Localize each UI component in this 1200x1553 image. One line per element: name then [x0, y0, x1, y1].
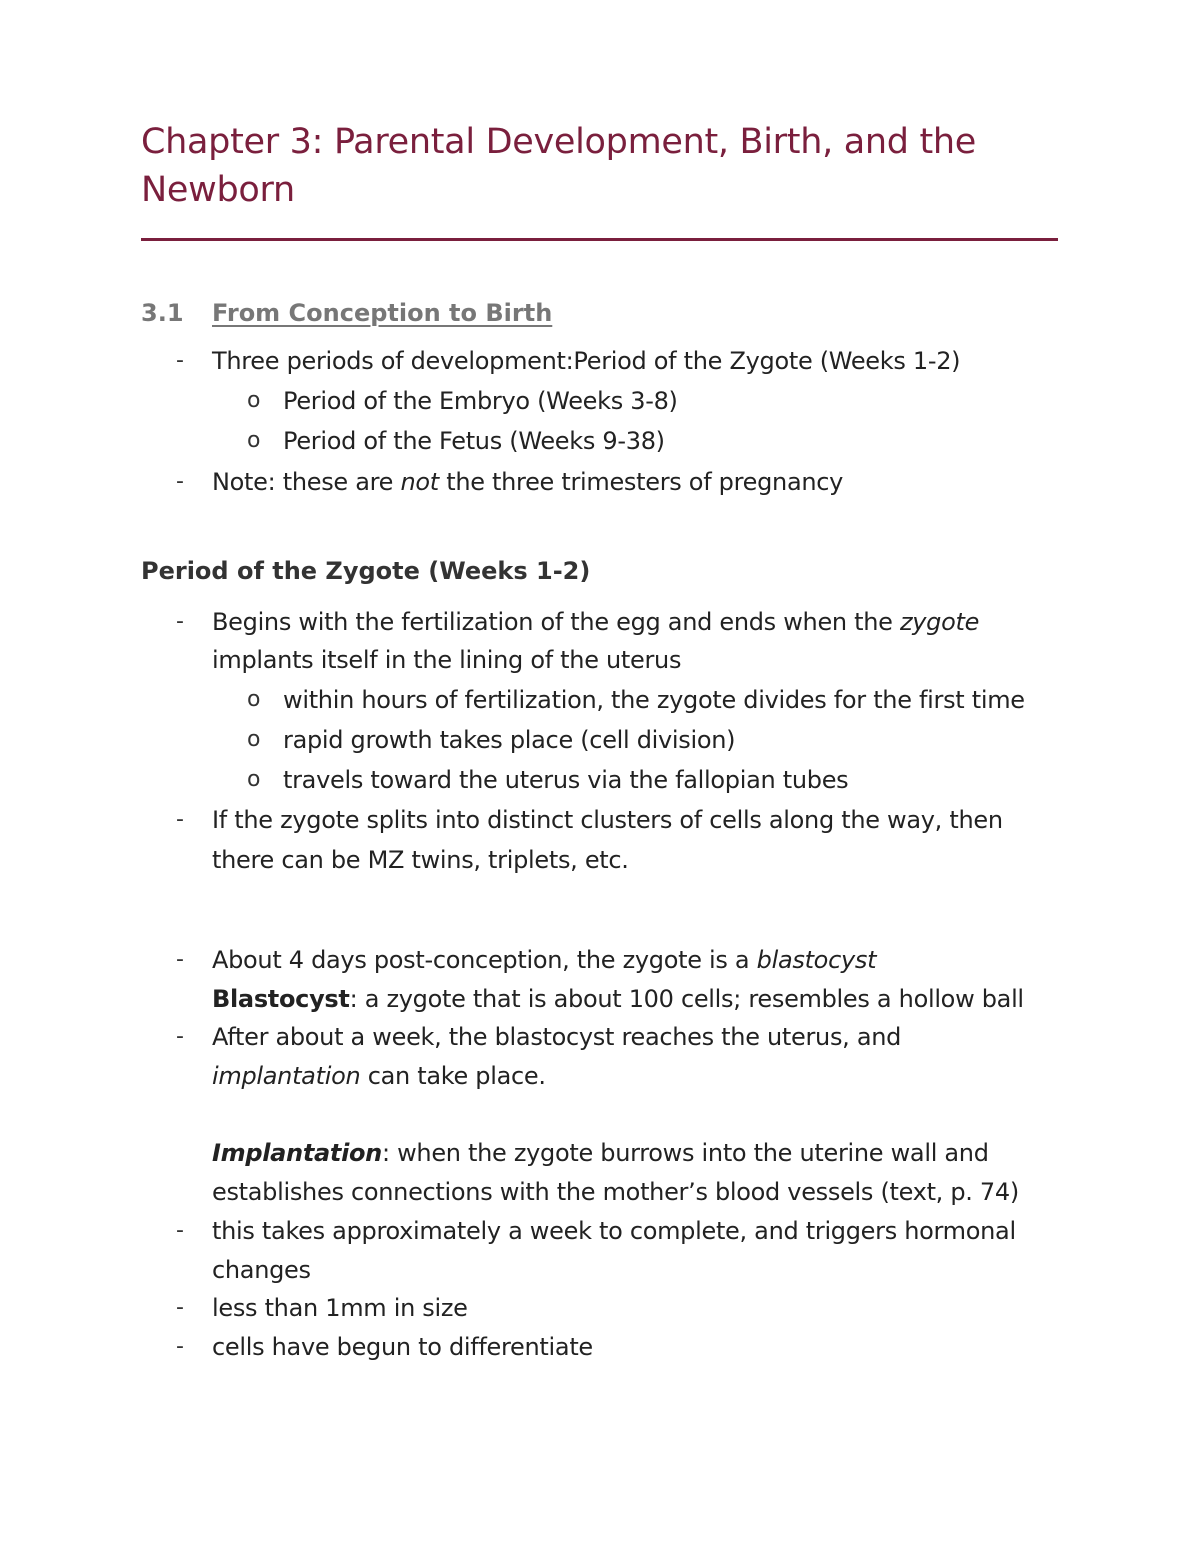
list-item-begins	[212, 607, 979, 637]
zygote-term: zygote	[899, 608, 980, 636]
section-number: 3.1	[141, 299, 184, 327]
definition-text: : a zygote that is about 100 cells; resembles a hollow ball	[349, 985, 1024, 1013]
list-item: this takes approximately a week to complete, and triggers hormonal	[212, 1217, 1016, 1245]
blastocyst-term: blastocyst	[756, 946, 877, 974]
list-item: Three periods of development:Period of the Zygote (Weeks 1-2)	[212, 347, 961, 375]
list-dash: -	[176, 348, 184, 373]
list-item: cells have begun to differentiate	[212, 1333, 593, 1361]
definition-blastocyst	[212, 984, 1024, 1014]
definition-text: : when the zygote burrows into the uterine wall and	[381, 1139, 989, 1167]
sublist-item: Period of the Embryo (Weeks 3-8)	[283, 387, 678, 415]
definition-continuation: establishes connections with the mother’s blood vessels (text, p. 74)	[212, 1178, 1019, 1206]
list-dash: -	[176, 609, 184, 634]
sublist-item: Period of the Fetus (Weeks 9-38)	[283, 427, 665, 455]
list-dash: -	[176, 807, 184, 832]
list-item-continuation	[212, 1061, 546, 1091]
sublist-item: travels toward the uterus via the fallopian tubes	[283, 766, 849, 794]
list-dash: -	[176, 469, 184, 494]
chapter-title: Chapter 3: Parental Development, Birth, and the Newborn	[141, 122, 977, 210]
list-dash: -	[176, 1218, 184, 1243]
definition-term: Blastocyst	[212, 985, 350, 1013]
sublist-item: rapid growth takes place (cell division)	[283, 726, 736, 754]
sublist-bullet: o	[247, 767, 261, 792]
sublist-bullet: o	[247, 388, 261, 413]
sublist-bullet: o	[247, 727, 261, 752]
section-title: From Conception to Birth	[212, 299, 553, 327]
begins-text: Begins with the fertilization of the egg and ends when the	[212, 608, 900, 636]
list-dash: -	[176, 1024, 184, 1049]
list-item: If the zygote splits into distinct clusters of cells along the way, then	[212, 806, 1003, 834]
note-text-a: Note: these are	[212, 468, 401, 496]
about-text: About 4 days post-conception, the zygote is a	[212, 946, 757, 974]
sublist-bullet: o	[247, 687, 261, 712]
list-item-continuation: there can be MZ twins, triplets, etc.	[212, 846, 629, 874]
implantation-term: implantation	[212, 1062, 361, 1090]
after-text: can take place.	[360, 1062, 546, 1090]
definition-implantation	[212, 1138, 989, 1168]
note-emphasis: not	[400, 468, 439, 496]
list-item: After about a week, the blastocyst reaches the uterus, and	[212, 1023, 902, 1051]
sublist-item: within hours of fertilization, the zygote divides for the first time	[283, 686, 1025, 714]
subsection-heading: Period of the Zygote (Weeks 1-2)	[141, 557, 591, 585]
definition-term: Implantation	[212, 1139, 382, 1167]
list-item-continuation: implants itself in the lining of the uterus	[212, 646, 682, 674]
list-dash: -	[176, 1295, 184, 1320]
list-item-continuation: changes	[212, 1256, 311, 1284]
title-divider	[141, 238, 1058, 241]
list-item: less than 1mm in size	[212, 1294, 468, 1322]
note-text-b: the three trimesters of pregnancy	[438, 468, 844, 496]
sublist-bullet: o	[247, 428, 261, 453]
list-item-note	[212, 467, 843, 497]
list-item-about	[212, 945, 876, 975]
list-dash: -	[176, 1334, 184, 1359]
list-dash: -	[176, 947, 184, 972]
